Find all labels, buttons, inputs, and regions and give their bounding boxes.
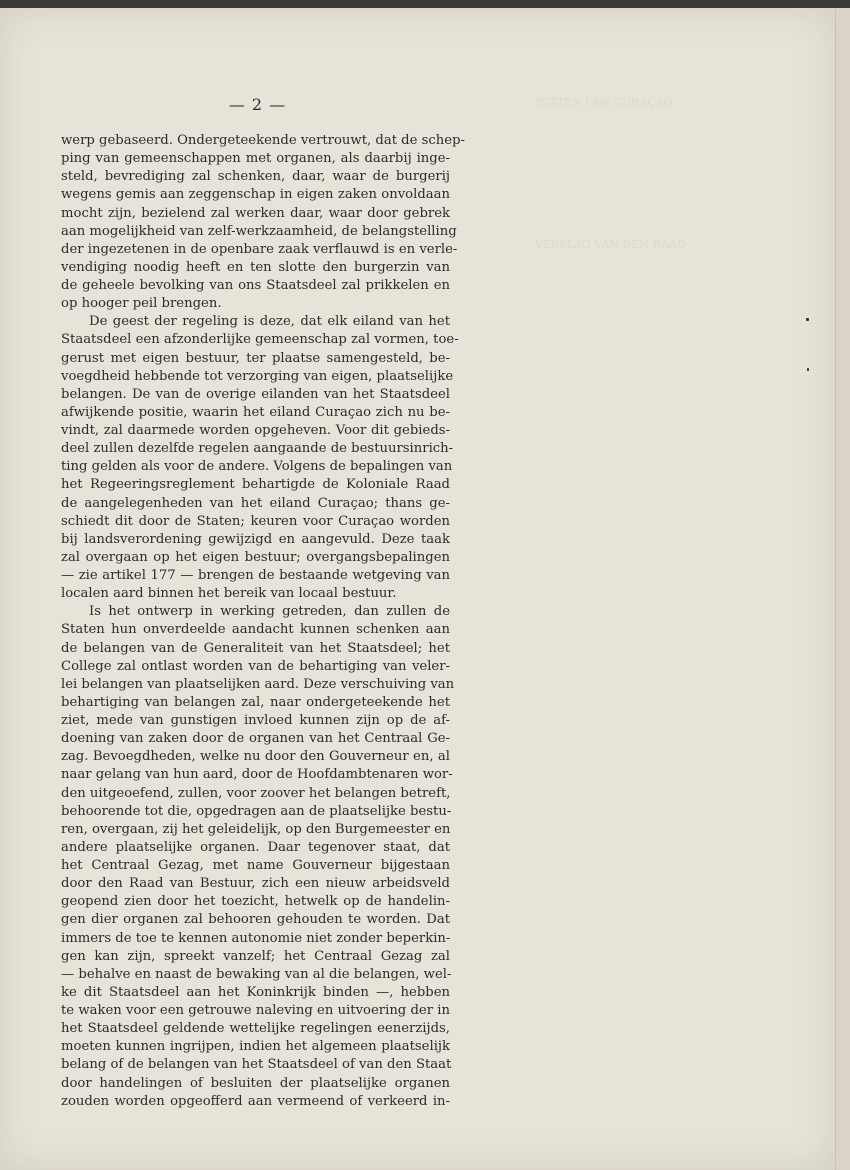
text-line: De geest der regeling is deze, dat elk eiland van het (89, 314, 450, 330)
text-line: steld, bevrediging zal schenken, daar, waar de burgerij (61, 169, 450, 185)
paragraph-3 (61, 603, 455, 1111)
text-line: zag. Bevoegdheden, welke nu door den Gouverneur en, al (61, 749, 450, 765)
text-line: Is het ontwerp in werking getreden, dan zullen de (89, 604, 450, 620)
text-line: afwijkende positie, waarin het eiland Curaçao zich nu be- (61, 404, 450, 420)
text-line: den uitgeoefend, zullen, voor zoover het belangen betreft, (61, 785, 451, 801)
text-line: mocht zijn, bezielend zal werken daar, waar door gebrek (61, 205, 450, 221)
bleed-through-text: STATEN VAN CURAÇAO (535, 96, 673, 109)
text-line: ting gelden als voor de andere. Volgens de bepalingen van (61, 459, 453, 475)
paragraph-1 (61, 132, 465, 313)
text-line: College zal ontlast worden van de behartiging van veler- (61, 658, 450, 674)
text-line: immers de toe te kennen autonomie niet zonder beperkin- (61, 930, 451, 946)
text-line: zal overgaan op het eigen bestuur; overgangsbepalingen (61, 549, 450, 565)
text-line: andere plaatselijke organen. Daar tegenover staat, dat (61, 839, 450, 855)
text-line: werp gebaseerd. Ondergeteekende vertrouwt, dat de schep- (61, 133, 465, 148)
text-line: belang of de belangen van het Staatsdeel of van den Staat (61, 1057, 452, 1073)
text-line: wegens gemis aan zeggenschap in eigen zaken onvoldaan (61, 187, 450, 203)
text-line: gerust met eigen bestuur, ter plaatse samengesteld, be- (61, 350, 450, 366)
text-line: het Staatsdeel geldende wettelijke regelingen eenerzijds, (61, 1021, 450, 1037)
text-line: gen kan zijn, spreekt vanzelf; het Centraal Gezag zal (61, 948, 450, 964)
text-line: zouden worden opgeofferd aan vermeend of verkeerd in- (61, 1093, 450, 1109)
text-line: geopend zien door het toezicht, hetwelk op de handelin- (61, 894, 450, 910)
text-line: doening van zaken door de organen van het Centraal Ge- (61, 731, 450, 747)
text-line: de aangelegenheden van het eiland Curaçao; thans ge- (61, 495, 450, 511)
text-line: behoorende tot die, opgedragen aan de plaatselijke bestu- (61, 803, 452, 819)
text-line: Staten hun onverdeelde aandacht kunnen schenken aan (61, 622, 450, 638)
paper-speck (807, 368, 809, 371)
text-line: bij landsverordening gewijzigd en aangevuld. Deze taak (61, 531, 450, 547)
text-line: vendiging noodig heeft en ten slotte den burgerzin van (61, 259, 450, 275)
text-line: ziet, mede van gunstigen invloed kunnen zijn op de af- (61, 713, 450, 728)
text-line: deel zullen dezelfde regelen aangaande de bestuursinrich- (61, 441, 454, 457)
text-line: ping van gemeenschappen met organen, als daarbij inge- (61, 151, 450, 167)
text-line: door den Raad van Bestuur, zich een nieuw arbeidsveld (61, 876, 450, 892)
text-line: belangen. De van de overige eilanden van het Staatsdeel (61, 386, 450, 402)
text-line: op hooger peil brengen. (61, 296, 222, 312)
text-line: moeten kunnen ingrijpen, indien het algemeen plaatselijk (61, 1039, 450, 1055)
body-text (61, 132, 465, 1111)
text-line: gen dier organen zal behooren gehouden te worden. Dat (61, 912, 450, 928)
text-line: vindt, zal daarmede worden opgeheven. Voor dit gebieds- (61, 423, 450, 438)
text-line: — zie artikel 177 — brengen de bestaande wetgeving van (61, 568, 450, 583)
text-line: aan mogelijkheid van zelf-werkzaamheid, de belangstelling (61, 223, 457, 239)
text-line: — behalve en naast de bewaking van al die belangen, wel- (61, 966, 452, 982)
text-line: localen aard binnen het bereik van locaal bestuur. (61, 586, 397, 602)
page-edge (835, 8, 850, 1170)
bleed-through-text: VERSLAG VAN DEN RAAD (535, 238, 686, 251)
text-line: te waken voor een getrouwe naleving en uitvoering der in (61, 1003, 450, 1018)
text-line: behartiging van belangen zal, naar ondergeteekende het (61, 694, 450, 710)
text-line: naar gelang van hun aard, door de Hoofdambtenaren wor- (61, 767, 453, 783)
text-line: het Centraal Gezag, met name Gouverneur bijgestaan (61, 858, 450, 873)
paragraph-2 (61, 313, 459, 603)
text-line: voegdheid hebbende tot verzorging van eigen, plaatselijke (61, 368, 454, 384)
text-line: het Regeeringsreglement behartigde de Koloniale Raad (61, 477, 450, 493)
text-line: schiedt dit door de Staten; keuren voor Curaçao worden (61, 513, 450, 529)
text-line: door handelingen of besluiten der plaatselijke organen (61, 1075, 450, 1091)
text-line: lei belangen van plaatselijken aard. Deze verschuiving van (61, 676, 455, 692)
text-line: der ingezetenen in de openbare zaak verflauwd is en verle- (61, 241, 458, 257)
text-line: de belangen van de Generaliteit van het Staatsdeel; het (61, 640, 450, 656)
text-line: de geheele bevolking van ons Staatsdeel zal prikkelen en (61, 278, 450, 293)
paper-speck (806, 318, 809, 321)
text-line: ren, overgaan, zij het geleidelijk, op den Burgemeester en (61, 821, 451, 837)
document-page (0, 8, 835, 1170)
text-line: ke dit Staatsdeel aan het Koninkrijk binden —, hebben (61, 984, 450, 1000)
text-line: Staatsdeel een afzonderlijke gemeenschap zal vormen, toe- (61, 332, 459, 348)
page-number: — 2 — (228, 95, 287, 114)
